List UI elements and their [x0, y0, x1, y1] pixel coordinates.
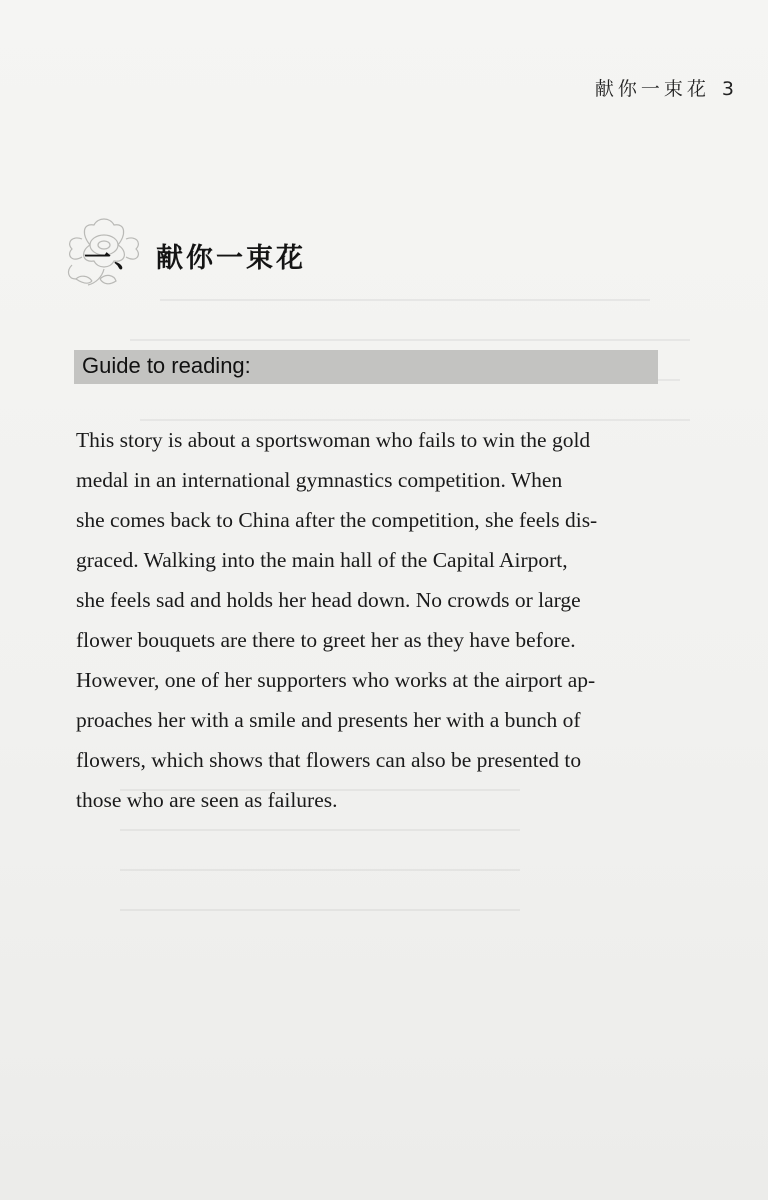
body-line: However, one of her supporters who works at the airport ap- [76, 668, 596, 692]
body-paragraph [76, 420, 597, 820]
guide-to-reading-label: Guide to reading: [82, 353, 251, 378]
body-line: flower bouquets are there to greet her as they have before. [76, 628, 576, 652]
body-line: graced. Walking into the main hall of the Capital Airport, [76, 548, 568, 572]
body-line: This story is about a sportswoman who fails to win the gold [76, 428, 591, 452]
chapter-title-text: 献你一束花 [156, 243, 306, 274]
body-line: proaches her with a smile and presents her with a bunch of [76, 708, 581, 732]
guide-to-reading-banner [74, 350, 658, 384]
running-head-title: 献你一束花 [594, 78, 710, 100]
body-line: flowers, which shows that flowers can also be presented to [76, 748, 582, 772]
chapter-number: 一、 [84, 243, 144, 274]
body-line: she comes back to China after the competition, she feels dis- [76, 508, 598, 532]
running-head [595, 74, 734, 101]
body-line: she feels sad and holds her head down. No crowds or large [76, 588, 581, 612]
body-line: medal in an international gymnastics competition. When [76, 468, 563, 492]
page-number: 3 [721, 78, 734, 100]
chapter-title [84, 236, 306, 275]
body-line: those who are seen as failures. [76, 788, 338, 812]
